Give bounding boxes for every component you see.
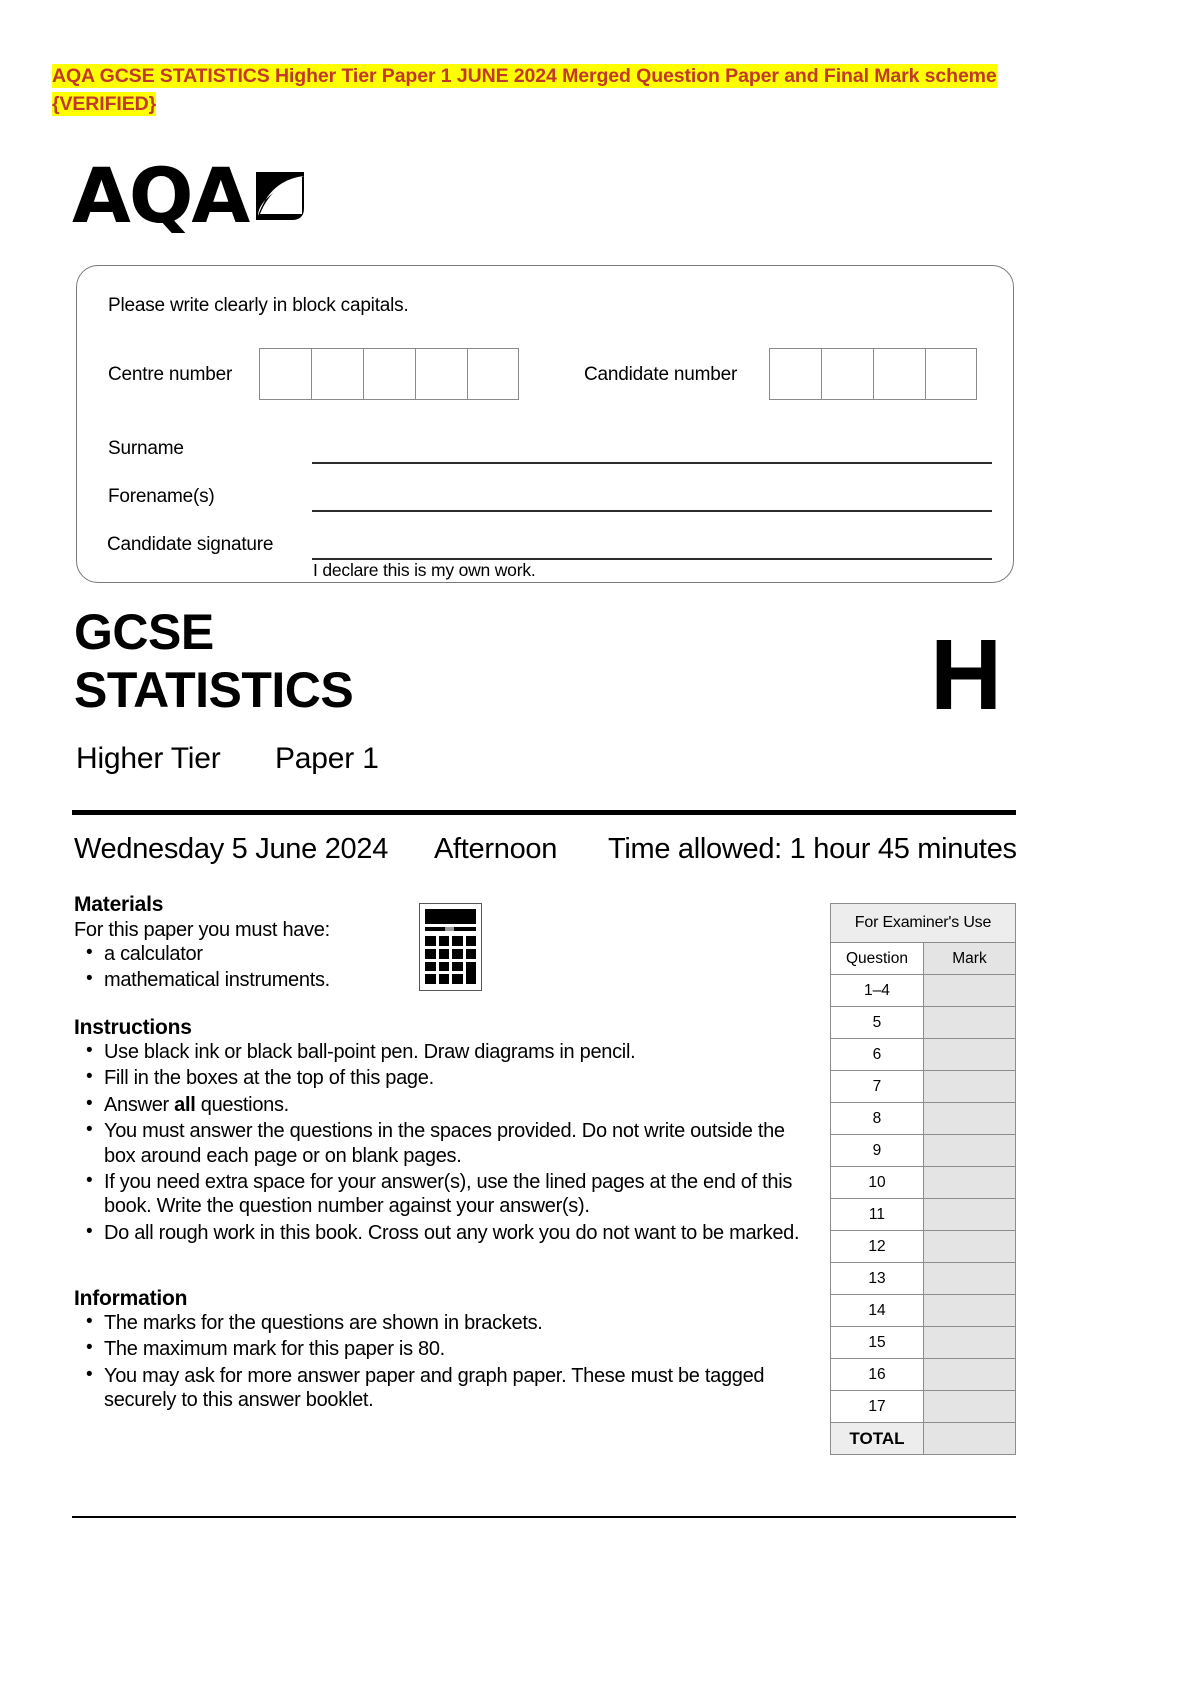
question-label: 17 <box>831 1391 924 1423</box>
aqa-logo <box>72 151 308 240</box>
instructions-heading: Instructions <box>74 1016 192 1039</box>
total-mark-cell[interactable] <box>923 1423 1015 1455</box>
examiner-use-table <box>830 903 1016 1455</box>
mark-cell[interactable] <box>923 1167 1015 1199</box>
examiner-table-title: For Examiner's Use <box>831 904 1016 943</box>
question-label: 10 <box>831 1167 924 1199</box>
tier-label: Higher Tier <box>76 742 221 775</box>
question-label: 12 <box>831 1231 924 1263</box>
column-header-question: Question <box>831 943 924 975</box>
candidate-number-input[interactable] <box>769 348 977 400</box>
list-item: • You must answer the questions in the spaces provided. Do not write outside the box around each page or on blank pages. <box>78 1119 808 1168</box>
materials-intro: For this paper you must have: <box>74 919 330 941</box>
centre-number-input[interactable] <box>259 348 519 400</box>
mark-cell[interactable] <box>923 1199 1015 1231</box>
question-label: 9 <box>831 1135 924 1167</box>
materials-heading: Materials <box>74 893 164 916</box>
centre-number-cell[interactable] <box>259 348 311 400</box>
mark-cell[interactable] <box>923 1327 1015 1359</box>
question-label: 15 <box>831 1327 924 1359</box>
table-column-header-row <box>831 943 1016 975</box>
paper-label: Paper 1 <box>275 742 379 775</box>
centre-number-cell[interactable] <box>415 348 467 400</box>
table-row <box>831 1007 1016 1039</box>
exam-time-allowed: Time allowed: 1 hour 45 minutes <box>608 833 1017 865</box>
subject-title: STATISTICS <box>74 662 354 718</box>
list-item: • Use black ink or black ball-point pen. Draw diagrams in pencil. <box>78 1040 808 1064</box>
information-heading: Information <box>74 1287 188 1310</box>
mark-cell[interactable] <box>923 1135 1015 1167</box>
question-label: 13 <box>831 1263 924 1295</box>
list-item: • Do all rough work in this book. Cross out any work you do not want to be marked. <box>78 1221 808 1245</box>
centre-number-cell[interactable] <box>363 348 415 400</box>
information-list <box>78 1311 768 1415</box>
list-item: • The maximum mark for this paper is 80. <box>78 1337 768 1361</box>
declaration-text: I declare this is my own work. <box>313 560 536 580</box>
calculator-key <box>425 962 436 972</box>
table-row <box>831 1103 1016 1135</box>
column-header-mark: Mark <box>923 943 1015 975</box>
table-row <box>831 1135 1016 1167</box>
calculator-key <box>439 949 450 959</box>
title-divider <box>72 810 1016 815</box>
list-item: • a calculator <box>78 942 498 966</box>
calculator-key <box>452 962 463 972</box>
table-row <box>831 1071 1016 1103</box>
candidate-number-cell[interactable] <box>769 348 821 400</box>
mark-cell[interactable] <box>923 1007 1015 1039</box>
calculator-key <box>425 949 436 959</box>
exam-session: Afternoon <box>434 833 558 865</box>
mark-cell[interactable] <box>923 1391 1015 1423</box>
mark-cell[interactable] <box>923 1359 1015 1391</box>
table-row <box>831 1391 1016 1423</box>
table-row <box>831 1327 1016 1359</box>
calculator-key <box>452 974 463 984</box>
total-label: TOTAL <box>831 1423 924 1455</box>
list-item: • The marks for the questions are shown in brackets. <box>78 1311 768 1335</box>
table-header-row <box>831 904 1016 943</box>
calculator-key <box>452 949 463 959</box>
forename-input[interactable] <box>312 510 992 512</box>
aqa-logo-text: AQA <box>72 151 249 240</box>
document-listing-header <box>52 63 1067 118</box>
table-row <box>831 1231 1016 1263</box>
calculator-key <box>425 974 436 984</box>
calculator-key <box>439 974 450 984</box>
document-listing-header-text: AQA GCSE STATISTICS Higher Tier Paper 1 JUNE 2024 Merged Question Paper and Final Mark scheme {VERIFIED} <box>52 65 997 115</box>
calculator-key <box>452 936 463 946</box>
mark-cell[interactable] <box>923 1263 1015 1295</box>
question-label: 5 <box>831 1007 924 1039</box>
question-label: 1–4 <box>831 975 924 1007</box>
block-capitals-instruction: Please write clearly in block capitals. <box>108 295 409 316</box>
candidate-number-cell[interactable] <box>925 348 977 400</box>
table-row <box>831 1167 1016 1199</box>
calculator-key <box>466 936 477 946</box>
list-item: • If you need extra space for your answer(s), use the lined pages at the end of this book. Write the question number against your answer(s). <box>78 1170 808 1219</box>
table-row <box>831 1359 1016 1391</box>
calculator-keys <box>425 936 476 984</box>
forename-label: Forename(s) <box>108 486 215 507</box>
candidate-signature-label: Candidate signature <box>107 534 274 555</box>
exam-date: Wednesday 5 June 2024 <box>74 833 389 865</box>
surname-label: Surname <box>108 438 184 459</box>
calculator-screen <box>425 909 476 924</box>
mark-cell[interactable] <box>923 1295 1015 1327</box>
mark-cell[interactable] <box>923 1071 1015 1103</box>
calculator-key <box>439 962 450 972</box>
question-label: 6 <box>831 1039 924 1071</box>
qualification-title: GCSE <box>74 604 214 660</box>
calculator-key-enter <box>466 962 477 985</box>
mark-cell[interactable] <box>923 975 1015 1007</box>
table-total-row <box>831 1423 1016 1455</box>
candidate-number-cell[interactable] <box>873 348 925 400</box>
table-row <box>831 1039 1016 1071</box>
calculator-key <box>425 936 436 946</box>
list-item: • mathematical instruments. <box>78 968 498 992</box>
mark-cell[interactable] <box>923 1231 1015 1263</box>
calculator-key <box>466 949 477 959</box>
mark-cell[interactable] <box>923 1103 1015 1135</box>
table-row <box>831 1199 1016 1231</box>
candidate-number-cell[interactable] <box>821 348 873 400</box>
table-row <box>831 975 1016 1007</box>
instructions-list <box>78 1040 808 1247</box>
list-item: • Fill in the boxes at the top of this page. <box>78 1066 808 1090</box>
surname-input[interactable] <box>312 462 992 464</box>
table-row <box>831 1263 1016 1295</box>
aqa-leaf-icon <box>252 170 308 227</box>
centre-number-label: Centre number <box>108 364 233 385</box>
calculator-key <box>439 936 450 946</box>
mark-cell[interactable] <box>923 1039 1015 1071</box>
footer-divider <box>72 1516 1016 1518</box>
list-item: • You may ask for more answer paper and graph paper. These must be tagged securely to this answer booklet. <box>78 1364 768 1413</box>
centre-number-cell[interactable] <box>311 348 363 400</box>
table-row <box>831 1295 1016 1327</box>
question-label: 8 <box>831 1103 924 1135</box>
centre-number-cell[interactable] <box>467 348 519 400</box>
question-label: 11 <box>831 1199 924 1231</box>
question-label: 7 <box>831 1071 924 1103</box>
candidate-number-label: Candidate number <box>584 364 738 385</box>
calculator-subbar <box>425 927 476 931</box>
list-item: • Answer all questions. <box>78 1093 808 1117</box>
question-label: 14 <box>831 1295 924 1327</box>
question-label: 16 <box>831 1359 924 1391</box>
calculator-icon <box>419 903 482 991</box>
tier-letter-badge: H <box>930 619 1003 731</box>
